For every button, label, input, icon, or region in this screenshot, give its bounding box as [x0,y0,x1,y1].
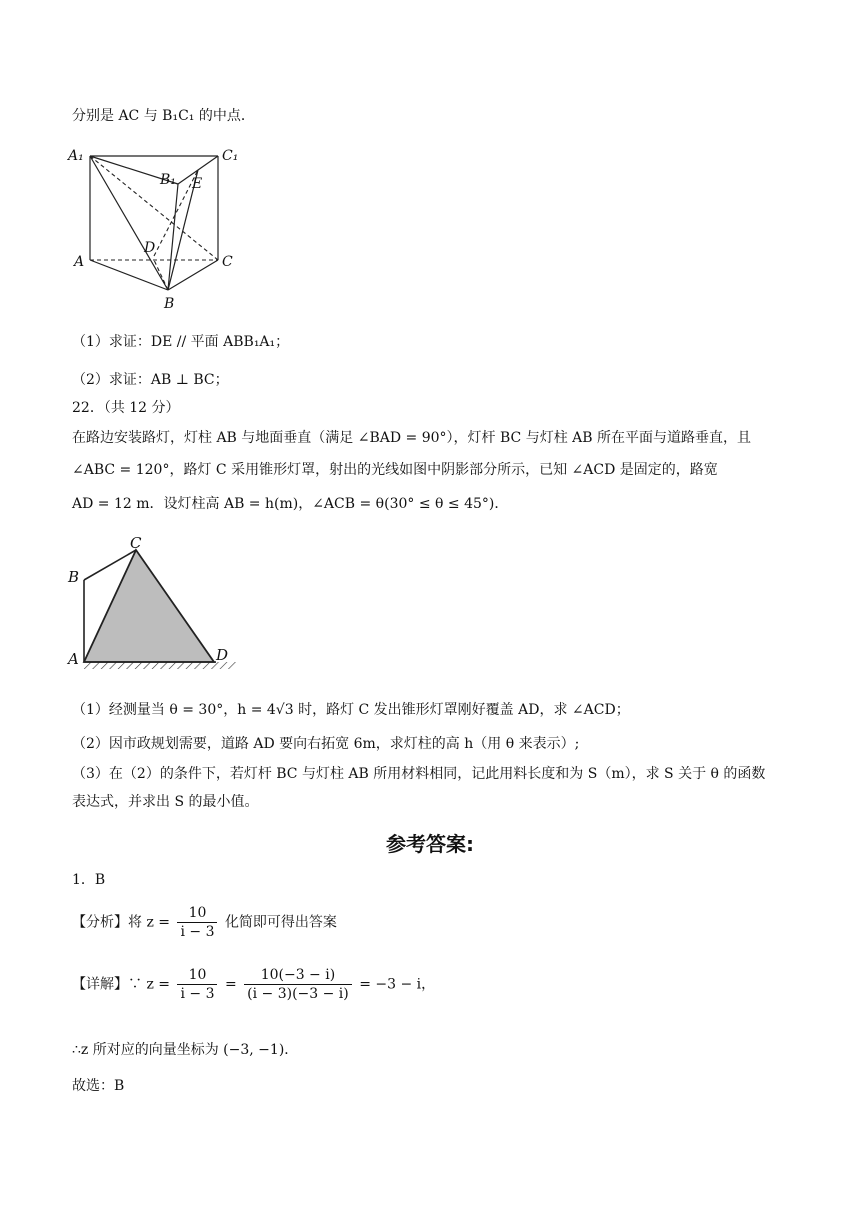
choice-line: 故选：B [72,1078,125,1094]
label-b1: B₁ [160,172,176,188]
answer-title: 参考答案: [386,832,474,856]
detail-prefix: 【详解】∵ z = [72,976,171,993]
analysis-line [72,904,337,941]
q22-text-2: ∠ABC = 120°，路灯 C 采用锥形灯罩，射出的光线如图中阴影部分所示，已知 ∠ACD 是固定的，路宽 [72,462,718,478]
label-e: E [192,176,203,192]
intro-line: 分别是 AC 与 B₁C₁ 的中点． [72,108,255,124]
light-cone [84,550,214,662]
q22-part3b: 表达式，并求出 S 的最小值。 [72,794,259,810]
analysis-fraction [177,904,217,941]
label-d: D [216,646,229,664]
q22-part3a: （3）在（2）的条件下，若灯杆 BC 与灯柱 AB 所用材料相同，记此用料长度和为 S（m），求 S 关于 θ 的函数 [72,766,766,782]
analysis-numerator: 10 [177,904,217,923]
label-d: D [144,240,156,256]
detail-numerator-1: 10 [177,966,217,985]
q22-text-3: AD = 12 m．设灯柱高 AB = h(m)，∠ACB = θ(30° ≤ θ ≤ 45°)． [72,496,509,512]
detail-line [72,966,435,1003]
detail-numerator-2: 10(−3 − i) [244,966,352,985]
ground-hatch [84,662,236,669]
label-b: B [68,568,80,586]
edge-b-c [168,260,218,290]
analysis-prefix: 【分析】将 z = [72,914,171,931]
label-a: A [68,650,79,668]
q22-heading: 22．（共 12 分） [72,400,180,416]
label-c: C [222,254,233,270]
q22-part2: （2）因市政规划需要，道路 AD 要向右拓宽 6m，求灯柱的高 h（用 θ 来表示）; [72,736,580,752]
detail-fraction-2 [244,966,352,1003]
analysis-suffix: 化简即可得出答案 [224,914,337,931]
streetlamp-figure [66,534,246,674]
analysis-denominator: i − 3 [180,924,215,940]
q21-part1: （1）求证：DE // 平面 ABB₁A₁； [72,334,290,350]
detail-fraction-1 [177,966,217,1003]
label-c: C [130,534,142,552]
label-a: A [74,254,85,270]
edge-a1-b [90,156,168,290]
detail-equals: = [224,976,237,993]
edge-b-b1 [168,184,178,290]
detail-suffix: = −3 − i， [359,976,436,993]
label-a1: A₁ [68,148,84,164]
detail-denominator-2: (i − 3)(−3 − i) [247,986,349,1002]
answer-1: 1．B [72,872,106,888]
label-c1: C₁ [222,148,239,164]
prism-figure [66,144,266,314]
label-b: B [164,296,175,312]
q22-text-1: 在路边安装路灯，灯柱 AB 与地面垂直（满足 ∠BAD = 90°），灯杆 BC 与灯柱 AB 所在平面与道路垂直，且 [72,430,752,446]
therefore-line: ∴z 所对应的向量坐标为 (−3, −1)． [72,1042,299,1058]
q21-part2: （2）求证：AB ⊥ BC； [72,372,229,388]
q22-part1: （1）经测量当 θ = 30°，h = 4√3 时，路灯 C 发出锥形灯罩刚好覆盖 AD，求 ∠ACD； [72,702,630,718]
detail-denominator-1: i − 3 [180,986,215,1002]
